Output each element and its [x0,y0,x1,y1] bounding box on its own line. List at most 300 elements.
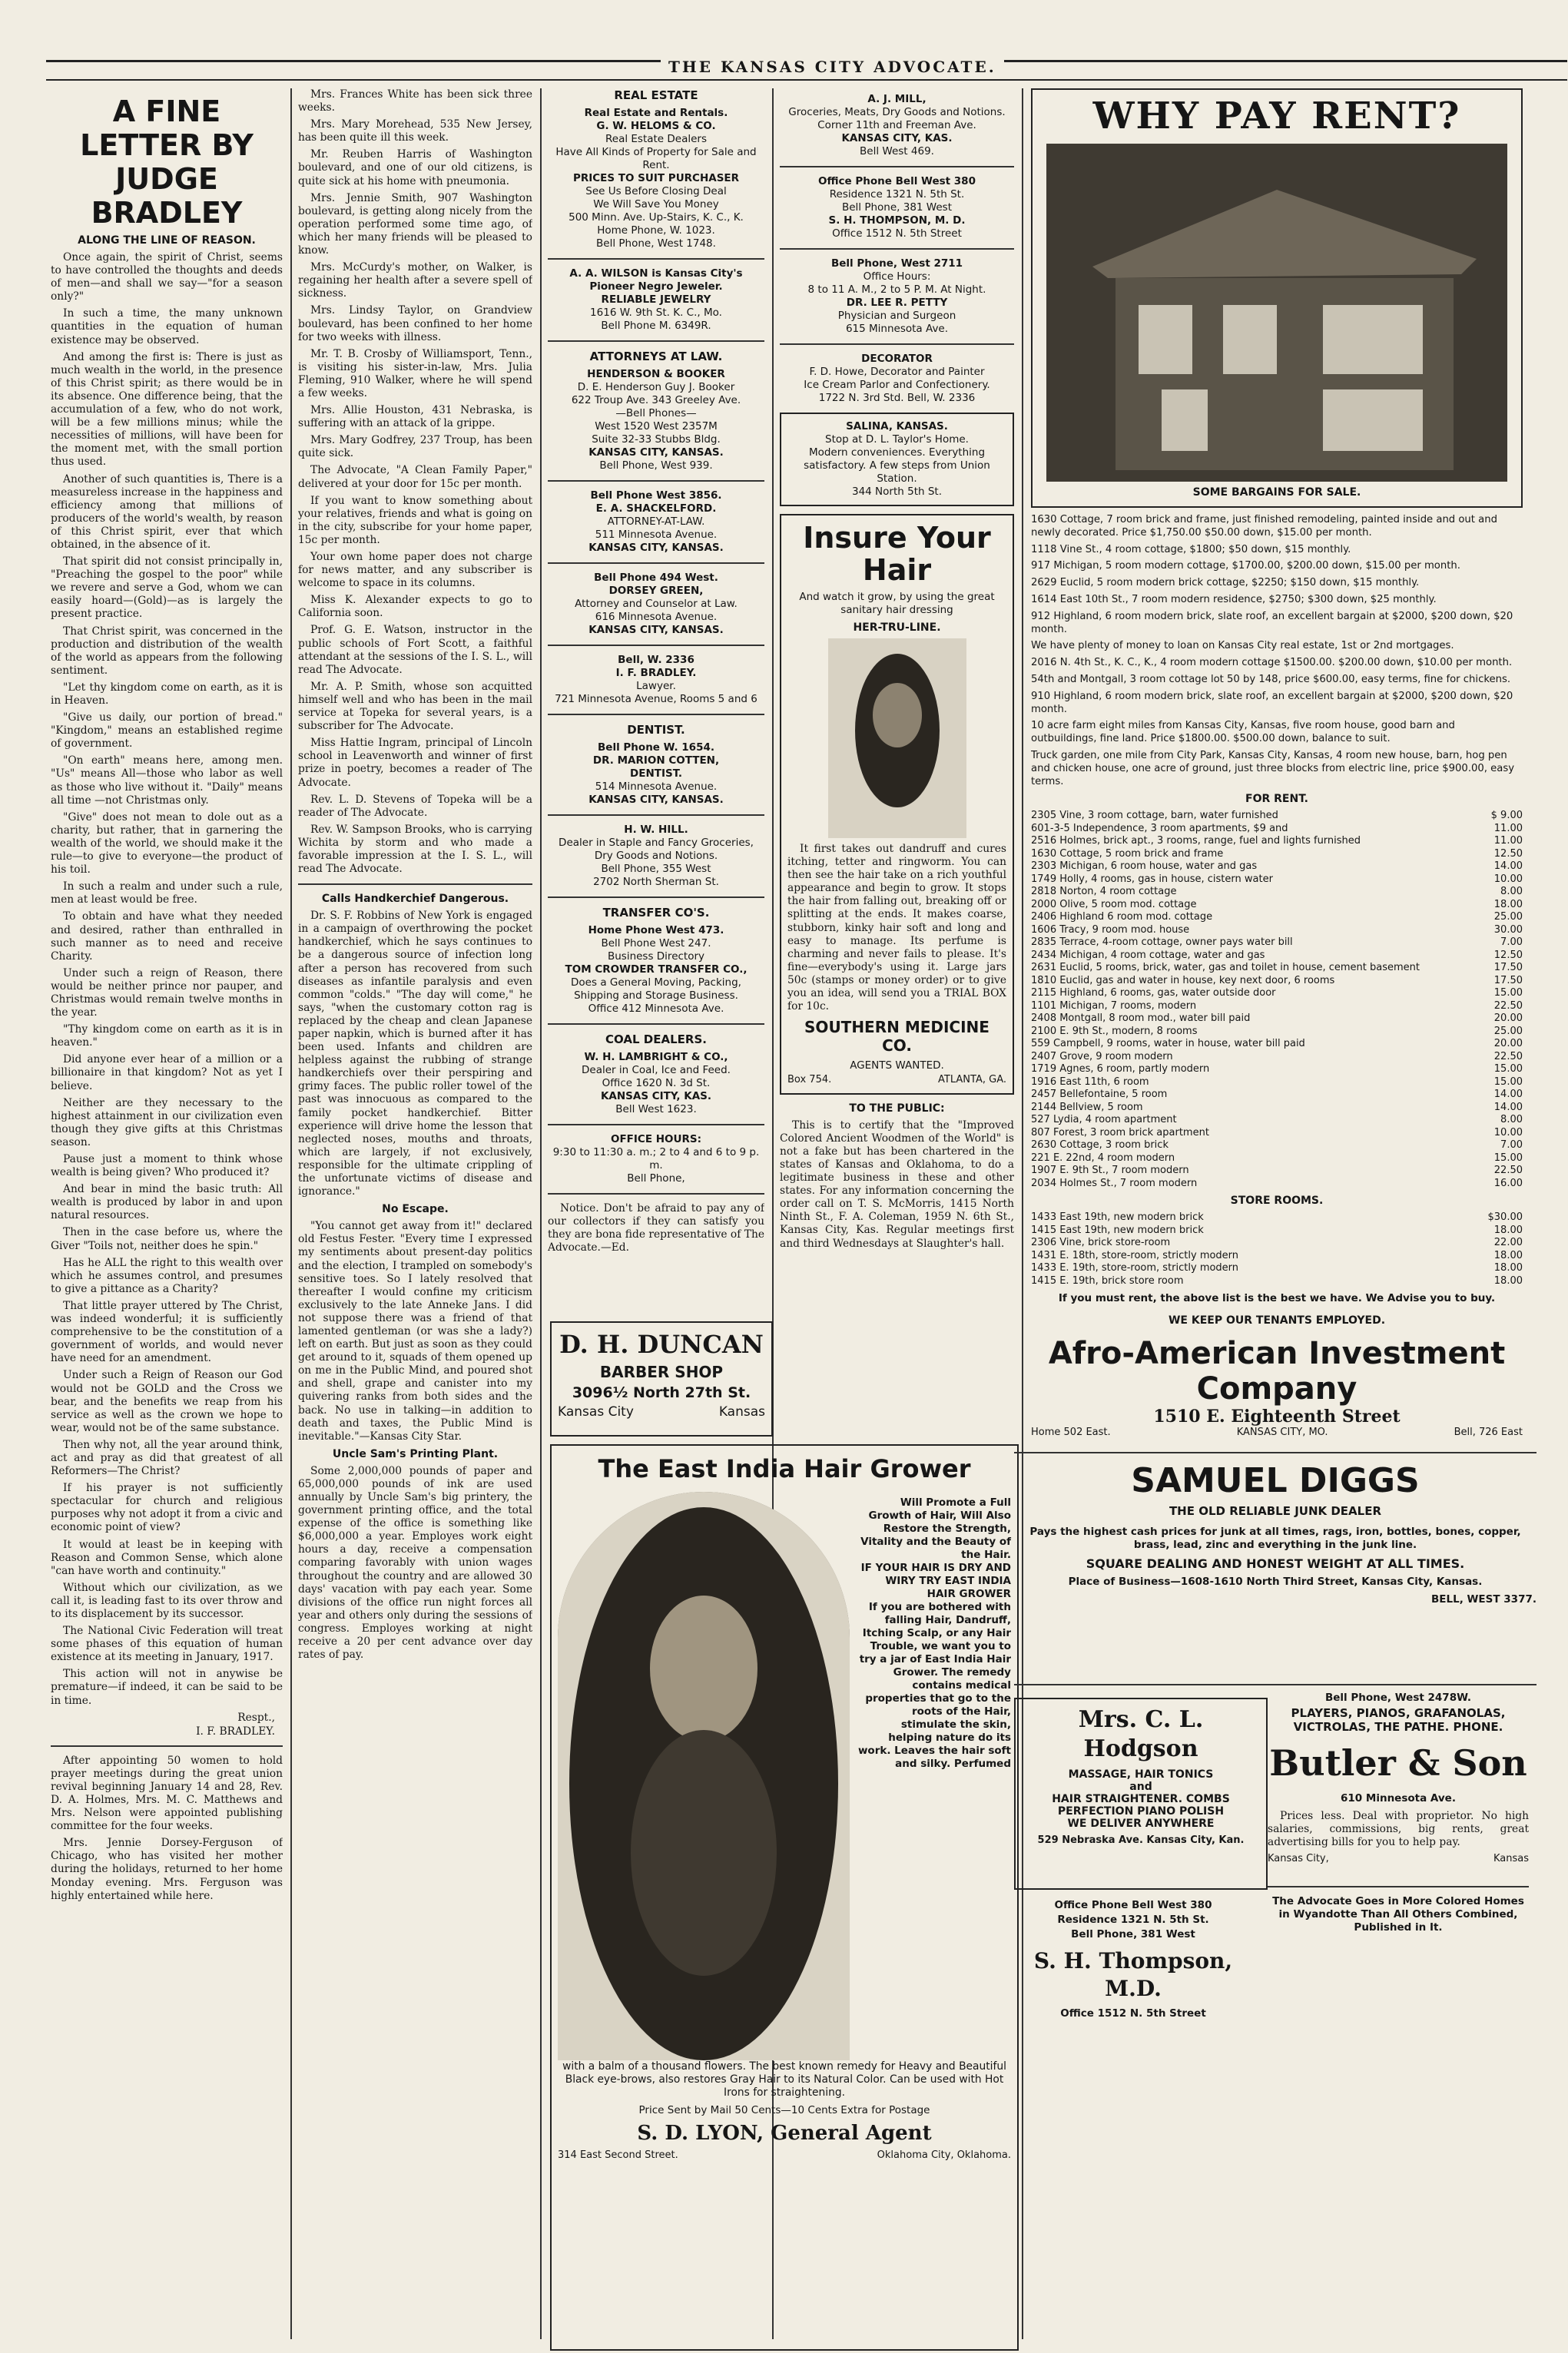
divider [548,1193,764,1195]
personal-item: Prof. G. E. Watson, instructor in the public schools of Fort Scott, a faithful attendant at the sessions of the I. S. L., will read The Advocate. [298,624,532,676]
hair-woman-icon [828,638,966,838]
ad-line: Dealer in Staple and Fancy Groceries, Dry Goods and Notions. [559,837,754,862]
ad-line: DORSEY GREEN, [608,585,704,597]
ad-line: See Us Before Closing Deal [585,185,727,197]
duncan-city-row [558,1406,765,1419]
rent-property: 559 Campbell, 9 rooms, water in house, water bill paid [1031,1038,1305,1050]
store-list [1031,1211,1523,1288]
rent-row [1031,1211,1523,1225]
sale-item: 10 acre farm eight miles from Kansas City, Kansas, five room house, good barn and outbuildings, fine land. Price $1800.00. $500.00 down, balance to suit. [1031,720,1455,745]
rent-row [1031,1127,1523,1140]
duncan-city: Kansas City [558,1404,634,1420]
rent-property: 2457 Bellefontaine, 5 room [1031,1089,1168,1101]
coal-ad [548,1051,764,1116]
article-paragraph: If his prayer is not sufficiently spectacular for church and religious purposes why not adopt it from a civic and economic point of view? [51,1482,283,1534]
personal-item: Miss K. Alexander expects to go to California soon. [298,594,532,620]
ad-line: West 1520 West 2357M [595,420,718,432]
rent-price: 15.00 [1493,1063,1523,1075]
public-head: TO THE PUBLIC: [849,1102,945,1115]
ad-line: 721 Minnesota Avenue, Rooms 5 and 6 [555,693,757,705]
article-paragraph: That Christ spirit, was concerned in the production and distribution of the wealth of the world as appears from the following sentiment. [51,625,283,677]
rent-price: 15.00 [1493,987,1523,999]
helms-ad [548,107,764,250]
rent-price: 15.00 [1493,1075,1523,1088]
ad-line: 1722 N. 3rd Std. Bell, W. 2336 [818,392,976,404]
southern-medicine: SOUTHERN MEDICINE CO. [804,1018,990,1056]
rent-property: 1630 Cottage, 5 room brick and frame [1031,847,1224,860]
article-paragraph: Then why not, all the year around think, act and pray as did that greatest of all Reformers—The Christ? [51,1438,283,1478]
rent-row [1031,1165,1523,1178]
column-2 [298,88,532,2339]
hair-grower-title: The East India Hair Grower [598,1454,971,1483]
rent-property: 807 Forest, 3 room brick apartment [1031,1126,1209,1138]
ad-line: Bell Phone West 247. [601,937,711,949]
rent-row [1031,1026,1523,1039]
hodgson-line4: PERFECTION PIANO POLISH [1057,1805,1225,1818]
divider [548,896,764,898]
personal-item: If you want to know something about your relatives, friends and what is going on in the city, subscribe for your home paper, 15c per month. [298,494,532,546]
southern-city: ATLANTA, GA. [938,1074,1006,1086]
ad-line: Bell West 469. [860,145,934,157]
article-paragraph: In such a time, the many unknown quantities in the equation of human existence may be observed. [51,307,283,346]
rent-property: 2000 Olive, 5 room mod. cottage [1031,898,1197,910]
article-signature: I. F. BRADLEY. [196,1725,275,1738]
whypay-headline: WHY PAY RENT? [1092,94,1461,138]
sale-item: We have plenty of money to loan on Kansas City real estate, 1st or 2nd mortgages. [1031,640,1454,652]
ad-line: 9:30 to 11:30 a. m.; 2 to 4 and 6 to 9 p. m. [552,1146,760,1172]
company-name-2: Company [1196,1371,1357,1407]
handkerchief-title: Calls Handkerchief Dangerous. [321,893,509,906]
storerooms-head: STORE ROOMS. [1230,1195,1324,1208]
hodgson-line3: HAIR STRAIGHTENER. COMBS [1052,1793,1230,1805]
ad-line: Office Phone Bell West 380 [818,175,976,187]
hair-grower-row [558,1492,1011,2060]
ad-line: Physician and Surgeon [837,310,956,322]
rent-price: 8.00 [1500,886,1523,898]
rent-price: 18.00 [1493,1274,1523,1287]
duncan-shop: BARBER SHOP [599,1363,724,1381]
ad-line: SALINA, KANSAS. [846,420,948,432]
ad-line: Real Estate and Rentals. [584,107,728,119]
rent-property: 1907 E. 9th St., 7 room modern [1031,1165,1189,1177]
divider [548,1124,764,1125]
article-paragraph: Did anyone ever hear of a million or a billionaire in that kingdom? Not as yet I believe. [51,1053,283,1092]
ad-line: KANSAS CITY, KAS. [841,132,953,144]
ad-line: I. F. BRADLEY. [615,667,697,679]
hodgson-name: Mrs. C. L. Hodgson [1078,1706,1204,1762]
ad-line: Home Phone West 473. [588,924,724,936]
diggs-sub: THE OLD RELIABLE JUNK DEALER [1169,1504,1382,1518]
duncan-state: Kansas [718,1404,765,1420]
salina-ad [787,420,1006,499]
divider [780,248,1014,250]
personal-item: Mrs. Frances White has been sick three weeks. [298,88,532,114]
rent-row [1031,810,1523,823]
rent-property: 2630 Cottage, 3 room brick [1031,1139,1169,1152]
hair-woman-image [828,638,966,838]
rent-price: 17.50 [1493,962,1523,974]
column-3 [548,88,764,1387]
ad-line: G. W. HELOMS & CO. [596,120,716,132]
ad-line: DR. LEE R. PETTY [846,297,948,309]
butler-sub: PLAYERS, PIANOS, GRAFANOLAS, VICTROLAS, THE PATHE. PHONE. [1291,1706,1506,1734]
house-photo [1046,144,1507,482]
article-paragraph: And among the first is: There is just as much wealth in the world, in the presence of this Christ spirit; as there would be in its absence. One difference being, that the accumulation of a few, who do not work, will be a few millions minus; while the necessities of millions, will have been for the moment met, with the small portion thus used. [51,350,283,469]
rent-property: 1719 Agnes, 6 room, partly modern [1031,1063,1210,1075]
divider [780,343,1014,345]
rent-price: 20.00 [1493,1038,1523,1050]
sale-item: 1630 Cottage, 7 room brick and frame, just finished remodeling, painted inside and out and newly decorated. Price $1,750.00 $50.00 down, $15.00 per month. [1031,514,1497,539]
coal-head: COAL DEALERS. [605,1032,707,1046]
ad-line: Have All Kinds of Property for Sale and Rent. [555,146,757,171]
hodgson-line5: WE DELIVER ANYWHERE [1067,1818,1215,1830]
diggs-place: Place of Business—1608-1610 North Third Street, Kansas City, Kansas. [1068,1576,1483,1588]
rent-property: 2306 Vine, brick store-room [1031,1237,1171,1249]
rent-row [1031,823,1523,836]
rent-price: 18.00 [1493,1262,1523,1274]
rent-property: 2631 Euclid, 5 rooms, brick, water, gas and toilet in house, cement basement [1031,962,1420,974]
personal-item: Mrs. Mary Godfrey, 237 Troup, has been quite sick. [298,434,532,460]
shackelford-ad [548,489,764,555]
southern-box: Box 754. [787,1074,832,1086]
rent-price: 18.00 [1493,898,1523,910]
article-subhead: ALONG THE LINE OF REASON. [78,234,256,247]
sale-item: Truck garden, one mile from City Park, Kansas City, Kansas, 4 room new house, barn, hog pen and chicken house, one acre of ground, just three blocks from electric line, price $900.00, easy terms. [1031,749,1515,787]
ad-line: PRICES TO SUIT PURCHASER [572,172,740,184]
rent-property: 1606 Tracy, 9 room mod. house [1031,923,1190,936]
divider [548,258,764,260]
handkerchief-text: Dr. S. F. Robbins of New York is engaged in a campaign of overthrowing the pocket handkerchief, which he says continues to be a dangerous source of infection long after a person has recovered from such diseases as infantile paralysis and even common "colds." "The day will come," he says, "when the customary cotton rag is replaced by the cheap and clean Japanese paper napkin, which is burned after it has been used. Infants and children are helpless against the rubbing of strange handkerchiefs over their perspiring and grimy faces. The public roller towel of the past was innocuous as compared to the family pocket handkerchief. Bitter experience will drive home the lesson that neglected noses, mouths and throats, which are largely, if not exclusively, responsible for the ultimate crippling of the unfortunate victims of disease and ignorance." [298,910,532,1198]
ad-line: Groceries, Meats, Dry Goods and Notions. [788,106,1006,118]
rent-price: 18.00 [1493,1224,1523,1236]
article-after [51,1755,283,1903]
rent-price: 20.00 [1493,1012,1523,1025]
rent-price: 17.50 [1493,974,1523,986]
sale-item: 917 Michigan, 5 room modern cottage, $1700.00, $200.00 down, $15.00 per month. [1031,560,1460,572]
green-ad [548,572,764,637]
ad-line: Bell Phone, West 939. [599,459,713,472]
rent-property: 1433 E. 19th, store-room, strictly modern [1031,1262,1239,1274]
rent-row [1031,1225,1523,1238]
masthead: THE KANSAS CITY ADVOCATE. [661,58,1004,76]
long-hair-woman-icon [558,1492,850,2060]
ad-line: Bell Phone, [627,1172,685,1185]
rent-property: 1433 East 19th, new modern brick [1031,1211,1204,1224]
divider [548,645,764,646]
divider [298,883,532,885]
rent-row [1031,962,1523,975]
ad-line: DECORATOR [861,353,933,365]
ad-line: 622 Troup Ave. 343 Greeley Ave. [571,394,741,406]
bargains-caption: SOME BARGAINS FOR SALE. [1192,486,1361,499]
whypay-box [1031,88,1523,508]
rent-price: 10.00 [1493,1126,1523,1138]
personal-item: Rev. W. Sampson Brooks, who is carrying Wichita by storm and who made a favorable impression at the I. S. L., will read The Advocate. [298,823,532,876]
ad-line: A. J. MILL, [867,93,927,105]
rent-property: 1431 E. 18th, store-room, strictly modern [1031,1249,1239,1261]
ad-line: 500 Minn. Ave. Up-Stairs, K. C., K. [569,211,744,224]
column-rule [540,88,542,2339]
rent-row [1031,1051,1523,1064]
butler-address: 610 Minnesota Ave. [1341,1792,1456,1805]
duncan-ad [550,1321,773,1437]
article-paragraph: That spirit did not consist principally in, "Preaching the gospel to the poor" while we revere and serve a God, whom we can easily hoard—(Gold)—as is largely the present practice. [51,555,283,621]
insure-head: Insure Your Hair [803,521,991,587]
thompson-bottom-ad [1014,1897,1252,2051]
article-headline: A FINE LETTER BY JUDGE BRADLEY [80,94,254,230]
ad-line: 2702 North Sherman St. [593,876,719,888]
rent-price: $30.00 [1487,1211,1523,1224]
divider [548,714,764,715]
rent-row [1031,987,1523,1000]
diggs-ad [1014,1452,1537,1685]
rent-list [1031,810,1523,1190]
decorator-ad [780,353,1014,405]
divider [548,480,764,482]
company-name-1: Afro-American Investment [1048,1336,1506,1372]
hair-grower-lines [857,1496,1011,1771]
rent-row [1031,1262,1523,1275]
ad-line: KANSAS CITY, KANSAS. [588,542,724,554]
rent-row [1031,1076,1523,1089]
house-icon [1046,144,1507,482]
rent-price: 16.00 [1493,1177,1523,1189]
article-paragraph: Neither are they necessary to the highest attainment in our civilization even though they give gifts at this Christmas season. [51,1096,283,1148]
rent-property: 1749 Holly, 4 rooms, gas in house, cistern water [1031,873,1273,885]
ad-line: 344 North 5th St. [852,486,942,498]
transfer-head: TRANSFER CO'S. [602,906,710,920]
ad-line: TOM CROWDER TRANSFER CO., [565,963,748,976]
rent-row [1031,949,1523,963]
ad-line: —Bell Phones— [615,407,697,419]
hair-grower-agent: S. D. LYON, General Agent [637,2122,932,2146]
rent-price: 14.00 [1493,1089,1523,1101]
company-phones [1031,1427,1523,1440]
article-paragraph: Without which our civilization, as we call it, is leading fast to its over throw and to its displacement by its successor. [51,1581,283,1620]
ad-line: Bell Phone W. 1654. [598,741,714,754]
rent-price: 22.50 [1493,1050,1523,1062]
article-paragraph: And bear in mind the basic truth: All wealth is produced by labor in and upon natural resources. [51,1183,283,1222]
rent-row [1031,1114,1523,1127]
article-paragraph: This action will not in anywise be premature—if indeed, it can be said to be in time. [51,1668,283,1707]
ad-line: W. H. LAMBRIGHT & CO., [584,1051,728,1063]
rent-price: 25.00 [1493,911,1523,923]
news-item: After appointing 50 women to hold prayer meetings during the great union revival beginning January 14 and 28, Rev. D. A. Holmes, Mrs. M. C. Matthews and Mrs. Nelson were appointed publishing committee for the four weeks. [51,1754,283,1833]
ad-line: Bell Phone, West 1748. [596,237,716,250]
personal-item: Mrs. Jennie Smith, 907 Washington boulevard, is getting along nicely from the operation performed some time ago, of which her many friends will be pleased to know. [298,191,532,257]
personal-item: Mrs. McCurdy's mother, on Walker, is regaining her health after a severe spell of sickness. [298,261,532,300]
ad-line: Corner 11th and Freeman Ave. [817,119,976,131]
ad-line: Bell Phone, 381 West [841,201,952,214]
news-item: Mrs. Jennie Dorsey-Ferguson of Chicago, who has visited her mother during the holidays, returned to her home Monday evening. Mrs. Ferguson was highly entertained while here. [51,1837,283,1902]
rent-row [1031,1038,1523,1051]
rent-row [1031,886,1523,899]
hodgson-ad [1014,1698,1268,1890]
ad-line: F. D. Howe, Decorator and Painter [809,366,985,378]
ad-line: KANSAS CITY, KANSAS. [588,446,724,459]
diggs-body: Pays the highest cash prices for junk at all times, rags, iron, bottles, bones, copper, brass, lead, zinc and everything in the junk line. [1029,1526,1521,1551]
rent-property: 2305 Vine, 3 room cottage, barn, water furnished [1031,810,1278,822]
notice-text: Notice. Don't be afraid to pay any of our collectors if they can satisfy you they are bona fide representative of The Advocate.—Ed. [548,1202,764,1254]
ad-line: HENDERSON & BOOKER [587,368,725,380]
ad-line: Bell Phone, West 2711 [830,257,963,270]
insure-sub: And watch it grow, by using the great sanitary hair dressing [799,591,995,616]
thompson2-name: S. H. Thompson, M.D. [1033,1948,1233,2001]
ad-line: Bell Phone West 3856. [590,489,722,502]
rent-property: 2818 Norton, 4 room cottage [1031,886,1177,898]
rent-property: 221 E. 22nd, 4 room modern [1031,1152,1175,1164]
southern-address [787,1074,1006,1087]
sale-item: 1614 East 10th St., 7 room modern residence, $2750; $300 down, $25 monthly. [1031,593,1437,605]
rent-row [1031,835,1523,848]
rent-property: 601-3-5 Independence, 3 room apartments, $9 and [1031,822,1288,834]
hodgson-address: 529 Nebraska Ave. Kansas City, Kan. [1037,1834,1245,1846]
rent-price: 22.50 [1493,999,1523,1012]
noescape-title: No Escape. [382,1203,449,1216]
sale-item: 910 Highland, 6 room modern brick, slate roof, an excellent bargain at $2000, $200 down, $20 month. [1031,690,1513,715]
rent-property: 2406 Highland 6 room mod. cottage [1031,911,1213,923]
diggs-bell: BELL, WEST 3377. [1431,1593,1537,1606]
article-paragraph: In such a realm and under such a rule, men at least would be free. [51,880,283,906]
butler-top: Bell Phone, West 2478W. [1324,1692,1472,1704]
rent-row [1031,924,1523,937]
thompson-ad [780,175,1014,240]
column-1 [51,88,283,2339]
ad-line: KANSAS CITY, KANSAS. [588,624,724,636]
rent-row [1031,936,1523,949]
ad-line: Office 412 Minnesota Ave. [588,1003,724,1015]
rent-price: 11.00 [1493,822,1523,834]
article-paragraph: Once again, the spirit of Christ, seems to have controlled the thoughts and deeds of men—and shall we say—"for a season only?" [51,251,283,303]
thompson2-line2: Residence 1321 N. 5th St. [1057,1914,1209,1926]
article-paragraph: "Let thy kingdom come on earth, as it is in Heaven. [51,681,283,707]
hair-grower-portrait [558,1492,850,2060]
ad-line: 8 to 11 A. M., 2 to 5 P. M. At Night. [807,283,986,296]
company-city: KANSAS CITY, MO. [1236,1427,1328,1439]
rent-property: 2034 Holmes St., 7 room modern [1031,1177,1198,1189]
hair-grower-ad [550,1444,1019,2351]
article-paragraph: "Give us daily, our portion of bread." "Kingdom," means an established regime of government. [51,711,283,751]
column-4 [780,88,1014,1356]
office-hours-ad [548,1133,764,1185]
wilson-ad [548,267,764,333]
ad-line: E. A. SHACKELFORD. [595,502,717,515]
rent-row [1031,860,1523,873]
ad-line: KANSAS CITY, KAS. [600,1090,712,1102]
divider [51,1745,283,1747]
rent-property: 2303 Michigan, 6 room house, water and gas [1031,860,1258,873]
henderson-ad [548,368,764,472]
hill-ad [548,824,764,889]
masthead-bar [46,60,1567,81]
ad-line: Business Directory [607,950,705,963]
article-body [51,251,283,1708]
column-rule [290,88,292,2339]
ad-line: Office Hours: [863,270,931,283]
salina-box [780,413,1014,506]
sale-item: 54th and Montgall, 3 room cottage lot 50 by 148, price $600.00, easy terms, fine for chickens. [1031,673,1511,685]
ad-line: ATTORNEY-AT-LAW. [607,515,705,528]
diggs-name: SAMUEL DIGGS [1131,1461,1420,1500]
ad-line: D. E. Henderson Guy J. Booker [577,381,735,393]
divider [780,166,1014,167]
hodgson-line2: and [1129,1781,1152,1793]
ad-line: Attorney and Counselor at Law. [575,598,738,610]
rent-property: 2408 Montgall, 8 room mod., water bill paid [1031,1012,1251,1025]
rent-property: 2434 Michigan, 4 room cottage, water and gas [1031,949,1265,961]
hodgson-line1: MASSAGE, HAIR TONICS [1068,1768,1214,1781]
article-paragraph: Then in the case before us, where the Giver "Toils not, neither does he spin." [51,1226,283,1252]
printing-text: Some 2,000,000 pounds of paper and 65,000,000 pounds of ink are used annually by Uncle Sam's big printery, the government printing office, and the total expense of the office is something like $6,000,000 a year. Employes work eight hours a day, receive a compensation comparing favorably with union wages throughout the country and are allowed 30 days' vacation with pay each year. Some divisions of the office run night forces all year and others only during the sessions of congress. Employes working at night receive a 20 per cent advance over day rates of pay. [298,1464,532,1662]
ad-line: Bell Phone, 355 West [601,863,711,875]
article-paragraph: Under such a reign of Reason, there would be neither prince nor pauper, and Christmas would remain twelve months in the year. [51,966,283,1019]
personal-item: Miss Hattie Ingram, principal of Lincoln school in Leavenworth and winner of first prize in poetry, becomes a reader of The Advocate. [298,737,532,789]
hair-grower-copy [857,1492,1011,2060]
personal-item: Mrs. Mary Morehead, 535 New Jersey, has been quite ill this week. [298,118,532,144]
rent-price: 7.00 [1500,936,1523,949]
rent-price: 10.00 [1493,873,1523,885]
ad-line: 616 Minnesota Avenue. [595,611,718,623]
hair-grower-bottom: with a balm of a thousand flowers. The best known remedy for Heavy and Beautiful Black eye-brows, also restores Gray Hair to its Natural Color. Can be used with Hot Irons for straightening. [562,2060,1006,2099]
personal-item: Rev. L. D. Stevens of Topeka will be a reader of The Advocate. [298,793,532,819]
herturine-name: HER-TRU-LINE. [853,621,941,634]
butler-city-row [1268,1853,1529,1866]
rent-row [1031,1012,1523,1026]
personal-item: Mrs. Allie Houston, 431 Nebraska, is suffering with an attack of la grippe. [298,404,532,430]
rent-row [1031,873,1523,887]
rent-property: 1916 East 11th, 6 room [1031,1075,1149,1088]
rent-price: $ 9.00 [1490,810,1523,822]
sale-item: 2629 Euclid, 5 room modern brick cottage, $2250; $150 down, $15 monthly. [1031,577,1420,589]
insure-body: It first takes out dandruff and cures itching, tetter and ringworm. You can then see the hair take on a rich youthful appearance and begin to grow. It stops the hair from falling out, breaking off or splitting at the ends. It makes coarse, stubborn, kinky hair soft and long and easy to manage. Its perfume is charming and never fails to please. It's fine—everybody's using it. Large jars 50c (stamps or money order) or to give you an idea, will send you a TRIAL BOX for 10c. [787,843,1006,1013]
rent-price: 11.00 [1493,835,1523,847]
rent-property: 527 Lydia, 4 room apartment [1031,1114,1177,1126]
article-paragraph: The National Civic Federation will treat some phases of this equation of human existence at its meeting in January, 1917. [51,1625,283,1664]
rent-row [1031,1275,1523,1288]
butler-ad [1268,1690,1529,2043]
rent-property: 2100 E. 9th St., modern, 8 rooms [1031,1025,1198,1037]
divider [1268,1886,1529,1887]
column-6 [1031,88,1523,1440]
rent-property: 2516 Holmes, brick apt., 3 rooms, range, fuel and lights furnished [1031,835,1361,847]
rent-row [1031,975,1523,988]
thompson2-line1: Office Phone Bell West 380 [1054,1899,1212,1911]
rent-note: If you must rent, the above list is the best we have. We Advise you to buy. [1058,1292,1496,1305]
article-paragraph: Another of such quantities is, There is a measureless increase in the happiness and efficiency among that millions of producers of the world's wealth, by reason of this Christ spirit, ever that which obtained, in the absence of it. [51,472,283,551]
personal-item: Your own home paper does not charge for news matter, and any subscriber is welcome to space in its columns. [298,551,532,590]
rent-price: 14.00 [1493,860,1523,873]
cotten-ad [548,741,764,807]
article-paragraph: That little prayer uttered by The Christ, was indeed wonderful; it is sufficiently comprehensive to be the constitution of a government of worlds, and would never have need for an amendment. [51,1299,283,1365]
rent-row [1031,1000,1523,1013]
ad-line: IF YOUR HAIR IS DRY AND WIRY TRY EAST INDIA HAIR GROWER [860,1562,1011,1600]
tenants-employed: WE KEEP OUR TENANTS EMPLOYED. [1168,1314,1386,1327]
rent-price: 25.00 [1493,1025,1523,1037]
rent-price: 14.00 [1493,1101,1523,1113]
rent-row [1031,911,1523,924]
ad-line: Bell, W. 2336 [618,654,694,666]
personal-item: The Advocate, "A Clean Family Paper," delivered at your door for 15c per month. [298,464,532,490]
rent-price: 7.00 [1500,1139,1523,1152]
mill-ad [780,93,1014,158]
rent-price: 22.50 [1493,1165,1523,1177]
forrent-head: FOR RENT. [1245,793,1308,806]
article-paragraph: Pause just a moment to think whose wealth is being given? Who produced it? [51,1153,283,1179]
rent-row [1031,1250,1523,1263]
ad-line: Suite 32-33 Stubbs Bldg. [592,433,721,446]
rent-property: 1415 East 19th, new modern brick [1031,1224,1204,1236]
ad-line: Does a General Moving, Packing, Shipping and Storage Business. [571,976,741,1002]
